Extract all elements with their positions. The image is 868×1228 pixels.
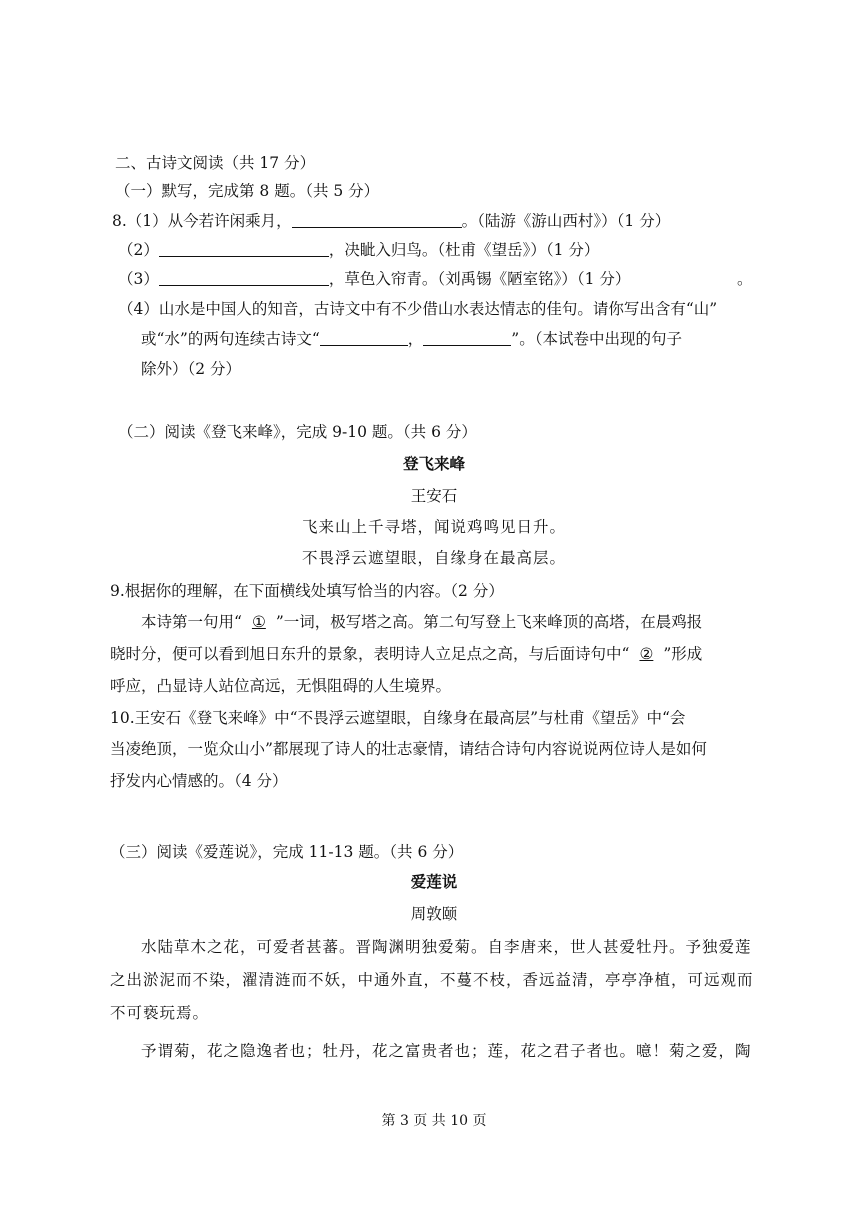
part2-heading: （二）阅读《登飞来峰》，完成 9-10 题。（共 6 分） bbox=[118, 423, 477, 441]
question-10-line1: 10.王安石《登飞来峰》中“不畏浮云遮望眼，自缘身在最高层”与杜甫《望岳》中“会 bbox=[110, 709, 686, 727]
question-8-4-line1: （4）山水是中国人的知音，古诗文中有不少借山水表达情志的佳句。请你写出含有“山” bbox=[118, 300, 718, 318]
page-number: 第 3 页 共 10 页 bbox=[381, 1113, 487, 1129]
answer-blank[interactable] bbox=[292, 211, 462, 228]
answer-blank[interactable] bbox=[159, 269, 329, 286]
poem-line-2: 不畏浮云遮望眼，自缘身在最高层。 bbox=[301, 549, 566, 567]
q8-2-label: （2） bbox=[118, 241, 159, 259]
q8-4-text-c: ”。（本试卷中出现的句子 bbox=[511, 330, 682, 348]
blank-1[interactable]: ① bbox=[251, 613, 266, 631]
q8-3-label: （3） bbox=[118, 270, 159, 288]
question-8-1 bbox=[112, 210, 670, 232]
q8-4-text-a: 或“水”的两句连续古诗文“ bbox=[141, 330, 320, 348]
question-8-4-line2 bbox=[141, 328, 682, 350]
essay-p1-line3: 不可亵玩焉。 bbox=[110, 1004, 210, 1022]
q8-1-source: 。（陆游《游山西村》）（1 分） bbox=[461, 212, 671, 230]
question-9-para-1 bbox=[141, 611, 702, 633]
q9-text-d: ”形成 bbox=[663, 645, 703, 663]
section-heading: 二、古诗文阅读（共 17 分） bbox=[115, 154, 316, 172]
poem-author: 王安石 bbox=[410, 487, 458, 505]
q8-1-text: 8.（1）从今若许闲乘月， bbox=[112, 212, 292, 230]
q9-text-c: 晓时分，便可以看到旭日东升的景象，表明诗人立足点之高，与后面诗句中“ bbox=[110, 645, 630, 663]
answer-blank[interactable] bbox=[423, 329, 511, 346]
essay-p2-line1: 予谓菊，花之隐逸者也；牡丹，花之富贵者也；莲，花之君子者也。噫！菊之爱，陶 bbox=[141, 1042, 752, 1060]
stray-mark: 。 bbox=[737, 270, 753, 288]
essay-author: 周敦颐 bbox=[410, 905, 458, 923]
question-9: 9.根据你的理解，在下面横线处填写恰当的内容。（2 分） bbox=[110, 582, 504, 600]
essay-p1-line2: 之出淤泥而不染，濯清涟而不妖，中通外直，不蔓不枝，香远益清，亭亭净植，可远观而 bbox=[110, 971, 754, 989]
answer-blank[interactable] bbox=[320, 329, 408, 346]
part3-heading: （三）阅读《爱莲说》，完成 11-13 题。（共 6 分） bbox=[110, 843, 464, 861]
essay-p1-line1: 水陆草木之花，可爱者甚蕃。晋陶渊明独爱菊。自李唐来，世人甚爱牡丹。予独爱莲 bbox=[141, 938, 752, 956]
question-10-line3: 抒发内心情感的。（4 分） bbox=[110, 772, 288, 790]
q8-2-text: ，决眦入归鸟。（杜甫《望岳》）（1 分） bbox=[328, 241, 600, 259]
question-9-para-3: 呼应，凸显诗人站位高远，无惧阻碍的人生境界。 bbox=[110, 677, 452, 695]
question-9-para-2 bbox=[110, 643, 702, 665]
question-8-2 bbox=[118, 239, 599, 261]
question-8-3 bbox=[118, 268, 630, 290]
q8-4-comma: ， bbox=[407, 330, 424, 348]
poem-title: 登飞来峰 bbox=[402, 454, 465, 473]
q9-text-b: ”一词，极写塔之高。第二句写登上飞来峰顶的高塔，在晨鸡报 bbox=[275, 613, 703, 631]
q8-3-text: ，草色入帘青。（刘禹锡《陋室铭》）（1 分） bbox=[328, 270, 631, 288]
answer-blank[interactable] bbox=[159, 240, 329, 257]
question-10-line2: 当凌绝顶，一览众山小”都展现了诗人的壮志豪情，请结合诗句内容说说两位诗人是如何 bbox=[110, 740, 707, 758]
part1-heading: （一）默写，完成第 8 题。（共 5 分） bbox=[115, 182, 380, 200]
blank-2[interactable]: ② bbox=[639, 645, 654, 663]
poem-line-1: 飞来山上千寻塔，闻说鸡鸣见日升。 bbox=[301, 518, 566, 536]
question-8-4-line3: 除外）（2 分） bbox=[141, 360, 242, 378]
essay-title: 爱莲说 bbox=[410, 872, 458, 891]
q9-text-a: 本诗第一句用“ bbox=[141, 613, 242, 631]
